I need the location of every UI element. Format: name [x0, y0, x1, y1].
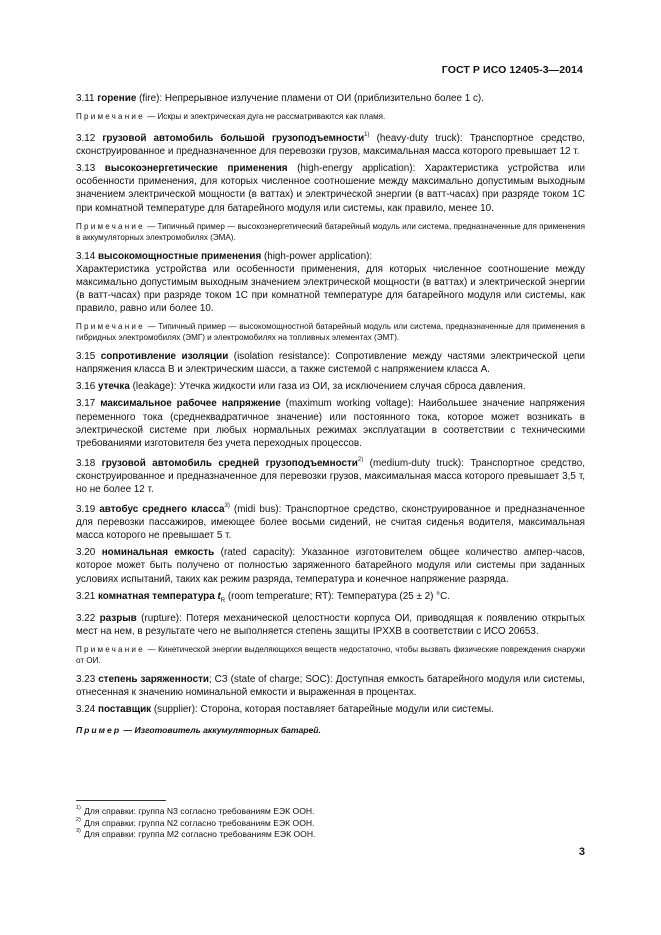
footnote-2: 2) Для справки: группа N2 согласно требованиям ЕЭК ООН. [76, 816, 315, 828]
definition-3-13: 3.13 высокоэнергетические применения (high-energy application): Характеристика устройства или особенности применения, для которых численное соотношение между максимально допустимым выходным значением электрической мощности (в ваттах) и электрической энергии (в ватт-часах) при разряде током 1С при комнатной температуре для батарейного модуля или системы, как правило, менее 10. [76, 163, 585, 214]
definition-3-24: 3.24 поставщик (supplier): Сторона, которая поставляет батарейные модули или системы. [76, 704, 494, 716]
definition-3-16: 3.16 утечка (leakage): Утечка жидкости или газа из ОИ, за исключением случая сброса давления. [76, 381, 526, 393]
footnote-ref: 3) [224, 503, 230, 510]
footnote-ref: 1) [364, 132, 370, 139]
footnote-ref: 2) [357, 456, 364, 463]
note-3-14: Примечание — Типичный пример — высокомощностной батарейный модуль или система, предназначенные для применения в гибридных электромобилях (ЭМГ) и электромобилях на топливных элементах (ЭМТ). [76, 322, 585, 343]
definition-3-17: 3.17 максимальное рабочее напряжение (maximum working voltage): Наибольшее значение напряжения переменного тока (среднеквадратичное значение) или постоянного тока, которое может возникать в электрической системе при любых нормальных режимах эксплуатации в соответствии с техническими требованиями изготовителя без учета переходных процессов. [76, 398, 586, 449]
definition-3-14: 3.14 высокомощностные применения (high-power application): Характеристика устройства или особенности применения, для которых численное соотношение между максимально допустимым выходным значением электрической мощности (в ваттах) и электрической энергии (в ватт-часах) при разряде током 1С при комнатной температуре для батарейного модуля или системы, как правило, равно или более 10. [76, 250, 585, 315]
footnotes [76, 806, 315, 841]
definition-3-11: 3.11 горение (fire): Непрерывное излучение пламени от ОИ (приблизительно более 1 с). [76, 93, 484, 104]
term: горение [97, 93, 137, 104]
definition-3-19: 3.19 автобус среднего класса$^{3)}$ (midi bus): Транспортное средство, сконструированное и предназначенное для перевозки пассажиров, имеющее более восьми сидений, не считая сиденья водителя, максимальная масса которого не превышает 5 т. [76, 503, 586, 542]
definition-3-12: 3.12 грузовой автомобиль большой грузоподъемности$^{1)}$ (heavy-duty truck): Транспортное средство, сконструированное и предназначенное для перевозки грузов, максимальная масса которого превышает 12 т. [76, 132, 586, 158]
definition-3-22: 3.22 разрыв (rupture): Потеря механической целостности корпуса ОИ, приводящая к появлению открытых мест на нем, в результате чего не выполняется степень защиты IPXXB в соответствии с ИСО 20653. [76, 612, 585, 637]
footnote-1: 1) Для справки: группа N3 согласно требованиям ЕЭК ООН. [76, 805, 315, 816]
footnote-separator [76, 800, 166, 801]
definition-3-18: 3.18 грузовой автомобиль средней грузоподъемности$^{2)}$ (medium-duty truck): Транспортное средство, сконструированное и предназначенное для перевозки грузов, максимальная масса которого превышает 3,5 т, но не более 12 т. [76, 456, 585, 495]
definition-3-20: 3.20 номинальная емкость (rated capacity): Указанное изготовителем общее количество ампер-часов, которое может быть получено от полностью заряженного батарейного модуля или системы при заданных условиях испытаний, таких как режим разряда, температура и конечное напряжение разряда. [76, 547, 586, 585]
footnote-3: 3) Для справки: группа М2 согласно требованиям ЕЭК ООН. [76, 828, 316, 840]
note-3-11: Примечание — Искры и электрическая дуга не рассматриваются как пламя. [76, 112, 386, 122]
page-number: 3 [578, 846, 585, 858]
note-3-22: Примечание — Кинетической энергии выделяющихся веществ недостаточно, чтобы вызвать физические повреждения снаружи от ОИ. [76, 644, 585, 665]
definition-3-21: 3.21 комнатная температура $t_R$ (room temperature; RT): Температура (25 ± 2) °С. [76, 590, 450, 604]
document-header: ГОСТ Р ИСО 12405-3—2014 [441, 64, 583, 76]
example: Пример — Изготовитель аккумуляторных батарей. [76, 725, 321, 736]
note-3-13: Примечание — Типичный пример — высокоэнергетический батарейный модуль или система, предназначенные для применения в аккумуляторных электромобилях (ЭМА). [76, 221, 585, 242]
definition-3-14-text: Характеристика устройства или особенности применения, для которых численное соотношение между максимально допустимым выходным значением электрической мощности (в ваттах) и электрической энергии (в ватт-часах) при разряде током 1С при комнатной температуре для батарейного модуля или системы, как правило, равно или более 10. [76, 263, 585, 315]
document-body [76, 92, 585, 746]
definition-3-23: 3.23 степень заряженности; СЗ (state of charge; SOC): Доступная емкость батарейного модуля или системы, отнесенная к значению номинальной емкости и выраженная в процентах. [76, 673, 585, 698]
definition-3-15: 3.15 сопротивление изоляции (isolation resistance): Сопротивление между частями электрической цепи напряжения класса В и электрическим шасси, а также системой с напряжением класса А. [76, 351, 586, 376]
